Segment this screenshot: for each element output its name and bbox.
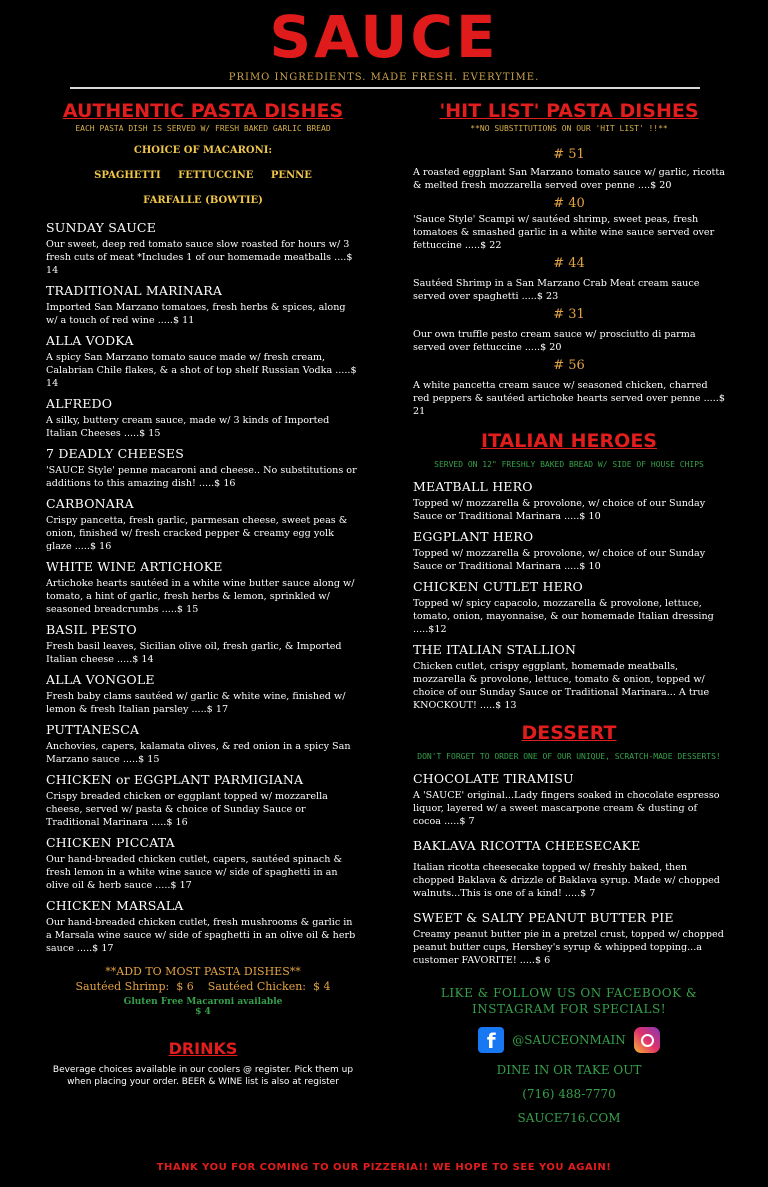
item-name: SWEET & SALTY PEANUT BUTTER PIE xyxy=(413,910,674,925)
hitlist-number: # 31 xyxy=(553,307,585,322)
pasta-column xyxy=(46,100,360,1088)
pasta-list xyxy=(46,220,360,955)
item-name: ALLA VONGOLE xyxy=(46,672,155,687)
hitlist xyxy=(413,147,725,418)
specials-column xyxy=(413,100,725,1125)
macaroni-choices: SPAGHETTI FETTUCCINE PENNE xyxy=(94,170,312,181)
hitlist-item xyxy=(413,307,725,354)
item-name: MEATBALL HERO xyxy=(413,479,533,494)
hitlist-desc: A white pancetta cream sauce w/ seasoned chicken, charred red peppers & sautéed artichoke hearts served over penne .....$ 21 xyxy=(413,380,725,417)
item-desc: A spicy San Marzano tomato sauce made w/ fresh cream, Calabrian Chile flakes, & a shot of top shelf Russian Vodka .....$ 14 xyxy=(46,352,357,389)
menu-item xyxy=(413,642,725,712)
item-name: THE ITALIAN STALLION xyxy=(413,642,577,657)
hitlist-item xyxy=(413,358,725,418)
gluten-free-note: Gluten Free Macaroni available xyxy=(123,997,283,1007)
item-name: 7 DEADLY CHEESES xyxy=(46,446,185,461)
hitlist-number: # 40 xyxy=(553,196,585,211)
tagline: PRIMO INGREDIENTS. MADE FRESH. EVERYTIME. xyxy=(228,72,540,83)
menu-item xyxy=(46,220,360,277)
item-name: TRADITIONAL MARINARA xyxy=(46,283,223,298)
phone-number[interactable]: (716) 488-7770 xyxy=(522,1087,616,1101)
item-name: PUTTANESCA xyxy=(46,722,140,737)
instagram-icon[interactable] xyxy=(634,1027,660,1053)
item-name: CARBONARA xyxy=(46,496,134,511)
item-name: CHICKEN CUTLET HERO xyxy=(413,579,583,594)
heroes-subtitle: SERVED ON 12" FRESHLY BAKED BREAD W/ SIDE OF HOUSE CHIPS xyxy=(434,460,704,469)
item-desc: Fresh baby clams sautéed w/ garlic & white wine, finished w/ lemon & fresh Italian parsley .....$ 17 xyxy=(46,691,346,715)
item-desc: Artichoke hearts sautéed in a white wine butter sauce along w/ tomato, a hint of garlic, fresh herbs & lemon, sprinkled w/ seasoned breadcrumbs .....$ 15 xyxy=(46,578,355,615)
hitlist-desc: Sautéed Shrimp in a San Marzano Crab Meat cream sauce served over spaghetti .....$ 23 xyxy=(413,278,700,302)
item-desc: Topped w/ mozzarella & provolone, w/ choice of our Sunday Sauce or Traditional Marinara .....$ 10 xyxy=(413,498,706,522)
item-desc: Our sweet, deep red tomato sauce slow roasted for hours w/ 3 fresh cuts of meat *Includes 1 of our homemade meatballs ....$ 14 xyxy=(46,239,353,276)
heroes-list xyxy=(413,479,725,712)
social-line-2: INSTAGRAM FOR SPECIALS! xyxy=(471,1002,667,1016)
hitlist-item xyxy=(413,147,725,192)
item-desc: Crispy pancetta, fresh garlic, parmesan cheese, sweet peas & onion, finished w/ fresh cracked pepper & creamy egg yolk glaze .....$ 16 xyxy=(46,515,348,552)
hitlist-item xyxy=(413,256,725,303)
item-desc: Imported San Marzano tomatoes, fresh herbs & spices, along w/ a touch of red wine .....$ 11 xyxy=(46,302,346,326)
hitlist-number: # 51 xyxy=(553,147,585,162)
hitlist-number: # 56 xyxy=(553,358,585,373)
dessert-list xyxy=(413,771,725,967)
item-name: CHICKEN or EGGPLANT PARMIGIANA xyxy=(46,772,304,787)
addon-title: **ADD TO MOST PASTA DISHES** xyxy=(105,965,301,978)
hitlist-desc: 'Sauce Style' Scampi w/ sautéed shrimp, sweet peas, fresh tomatoes & smashed garlic in a white wine sauce served over fettuccine .....$ 22 xyxy=(413,214,715,251)
facebook-icon[interactable]: f xyxy=(478,1027,504,1053)
addon-prices: Sautéed Shrimp: $ 6 Sautéed Chicken: $ 4 xyxy=(75,980,331,993)
social-icons xyxy=(413,1027,725,1053)
item-desc: Our hand-breaded chicken cutlet, fresh mushrooms & garlic in a Marsala wine sauce w/ side of spaghetti in an olive oil & herb sauce .....$ 17 xyxy=(46,917,356,954)
menu-item xyxy=(46,496,360,553)
macaroni-choice-label: CHOICE OF MACARONI: xyxy=(133,145,273,156)
menu-item xyxy=(46,283,360,327)
menu-item xyxy=(46,396,360,440)
website-link[interactable]: SAUCE716.COM xyxy=(517,1111,621,1125)
menu-item xyxy=(413,479,725,523)
menu-item xyxy=(46,622,360,666)
item-desc: 'SAUCE Style' penne macaroni and cheese.. No substitutions or additions to this amazing dish! .....$ 16 xyxy=(46,465,357,489)
menu-item xyxy=(46,835,360,892)
dessert-subtitle: DON'T FORGET TO ORDER ONE OF OUR UNIQUE, SCRATCH-MADE DESSERTS! xyxy=(417,752,721,761)
menu-item xyxy=(46,446,360,490)
item-desc: Anchovies, capers, kalamata olives, & red onion in a spicy San Marzano sauce .....$ 15 xyxy=(46,741,351,765)
menu-item xyxy=(46,772,360,829)
header-divider xyxy=(70,87,700,89)
item-name: WHITE WINE ARTICHOKE xyxy=(46,559,223,574)
menu-item xyxy=(46,672,360,716)
brand-logo: SAUCE xyxy=(269,3,499,71)
item-desc: Our hand-breaded chicken cutlet, capers, sautéed spinach & fresh lemon in a white wine sauce w/ side of spaghetti in an olive oil & herb sauce .....$ 17 xyxy=(46,854,343,891)
menu-item xyxy=(413,771,725,828)
social-block xyxy=(413,985,725,1125)
hitlist-item xyxy=(413,196,725,252)
item-desc: A 'SAUCE' original...Lady fingers soaked in chocolate espresso liquor, layered w/ a sweet mascarpone cream & dusting of cocoa .....$ 7 xyxy=(413,790,720,827)
menu-item xyxy=(46,898,360,955)
item-name: ALFREDO xyxy=(46,396,113,411)
hitlist-desc: Our own truffle pesto cream sauce w/ prosciutto di parma served over fettuccine .....$ 20 xyxy=(413,329,696,353)
item-name: EGGPLANT HERO xyxy=(413,529,534,544)
item-name: ALLA VODKA xyxy=(46,333,134,348)
dine-in-take-out: DINE IN OR TAKE OUT xyxy=(496,1063,642,1077)
menu-item xyxy=(46,559,360,616)
dessert-heading: DESSERT xyxy=(521,722,617,744)
macaroni-choices-2: FARFALLE (BOWTIE) xyxy=(143,195,263,206)
hitlist-number: # 44 xyxy=(553,256,585,271)
item-desc: A silky, buttery cream sauce, made w/ 3 kinds of Imported Italian Cheeses .....$ 15 xyxy=(46,415,330,439)
menu-item xyxy=(413,838,725,900)
hitlist-subtitle: **NO SUBSTITUTIONS ON OUR 'HIT LIST' !!** xyxy=(470,124,668,133)
item-desc: Italian ricotta cheesecake topped w/ freshly baked, then chopped Baklava & drizzle of Baklava syrup. Made w/ chopped walnuts...This is one of a kind! .....$ 7 xyxy=(413,862,720,899)
social-line-1: LIKE & FOLLOW US ON FACEBOOK & xyxy=(440,986,698,1000)
gluten-free-price: $ 4 xyxy=(195,1007,211,1017)
menu-item xyxy=(46,722,360,766)
menu-item xyxy=(413,910,725,967)
item-desc: Fresh basil leaves, Sicilian olive oil, fresh garlic, & Imported Italian cheese .....$ 14 xyxy=(46,641,342,665)
drinks-heading: DRINKS xyxy=(168,1039,238,1058)
item-name: BAKLAVA RICOTTA CHEESECAKE xyxy=(413,838,641,853)
pasta-subtitle: EACH PASTA DISH IS SERVED W/ FRESH BAKED GARLIC BREAD xyxy=(75,124,331,133)
hitlist-desc: A roasted eggplant San Marzano tomato sauce w/ garlic, ricotta & melted fresh mozzarella served over penne ....$ 20 xyxy=(413,167,725,191)
pasta-heading: AUTHENTIC PASTA DISHES xyxy=(62,100,344,122)
drinks-desc: Beverage choices available in our coolers @ register. Pick them up when placing your order. BEER & WINE list is also at register xyxy=(52,1065,354,1087)
item-desc: Topped w/ mozzarella & provolone, w/ choice of our Sunday Sauce or Traditional Marinara .....$ 10 xyxy=(413,548,706,572)
item-name: BASIL PESTO xyxy=(46,622,137,637)
item-name: CHICKEN PICCATA xyxy=(46,835,175,850)
heroes-heading: ITALIAN HEROES xyxy=(481,430,657,452)
item-name: CHICKEN MARSALA xyxy=(46,898,184,913)
social-handle[interactable]: @SAUCEONMAIN xyxy=(512,1033,626,1047)
menu-item xyxy=(413,529,725,573)
footer-thanks: THANK YOU FOR COMING TO OUR PIZZERIA!! WE HOPE TO SEE YOU AGAIN! xyxy=(156,1162,612,1173)
menu-item xyxy=(413,579,725,636)
item-name: SUNDAY SAUCE xyxy=(46,220,157,235)
item-name: CHOCOLATE TIRAMISU xyxy=(413,771,574,786)
item-desc: Chicken cutlet, crispy eggplant, homemade meatballs, mozzarella & provolone, lettuce, tomato & onion, topped w/ choice of our Sunday Sauce or Traditional Marinara... A true KNOCKOUT! .....$ 13 xyxy=(413,661,710,711)
item-desc: Topped w/ spicy capacolo, mozzarella & provolone, lettuce, tomato, onion, mayonnaise, & our homemade Italian dressing .....$12 xyxy=(413,598,714,635)
menu-item xyxy=(46,333,360,390)
hitlist-heading: 'HIT LIST' PASTA DISHES xyxy=(439,100,699,122)
item-desc: Crispy breaded chicken or eggplant topped w/ mozzarella cheese, served w/ pasta & choice of Sunday Sauce or Traditional Marinara .....$ 16 xyxy=(46,791,328,828)
item-desc: Creamy peanut butter pie in a pretzel crust, topped w/ chopped peanut butter cups, Hershey's syrup & whipped topping...a customer FAVORITE! .....$ 6 xyxy=(413,929,724,966)
